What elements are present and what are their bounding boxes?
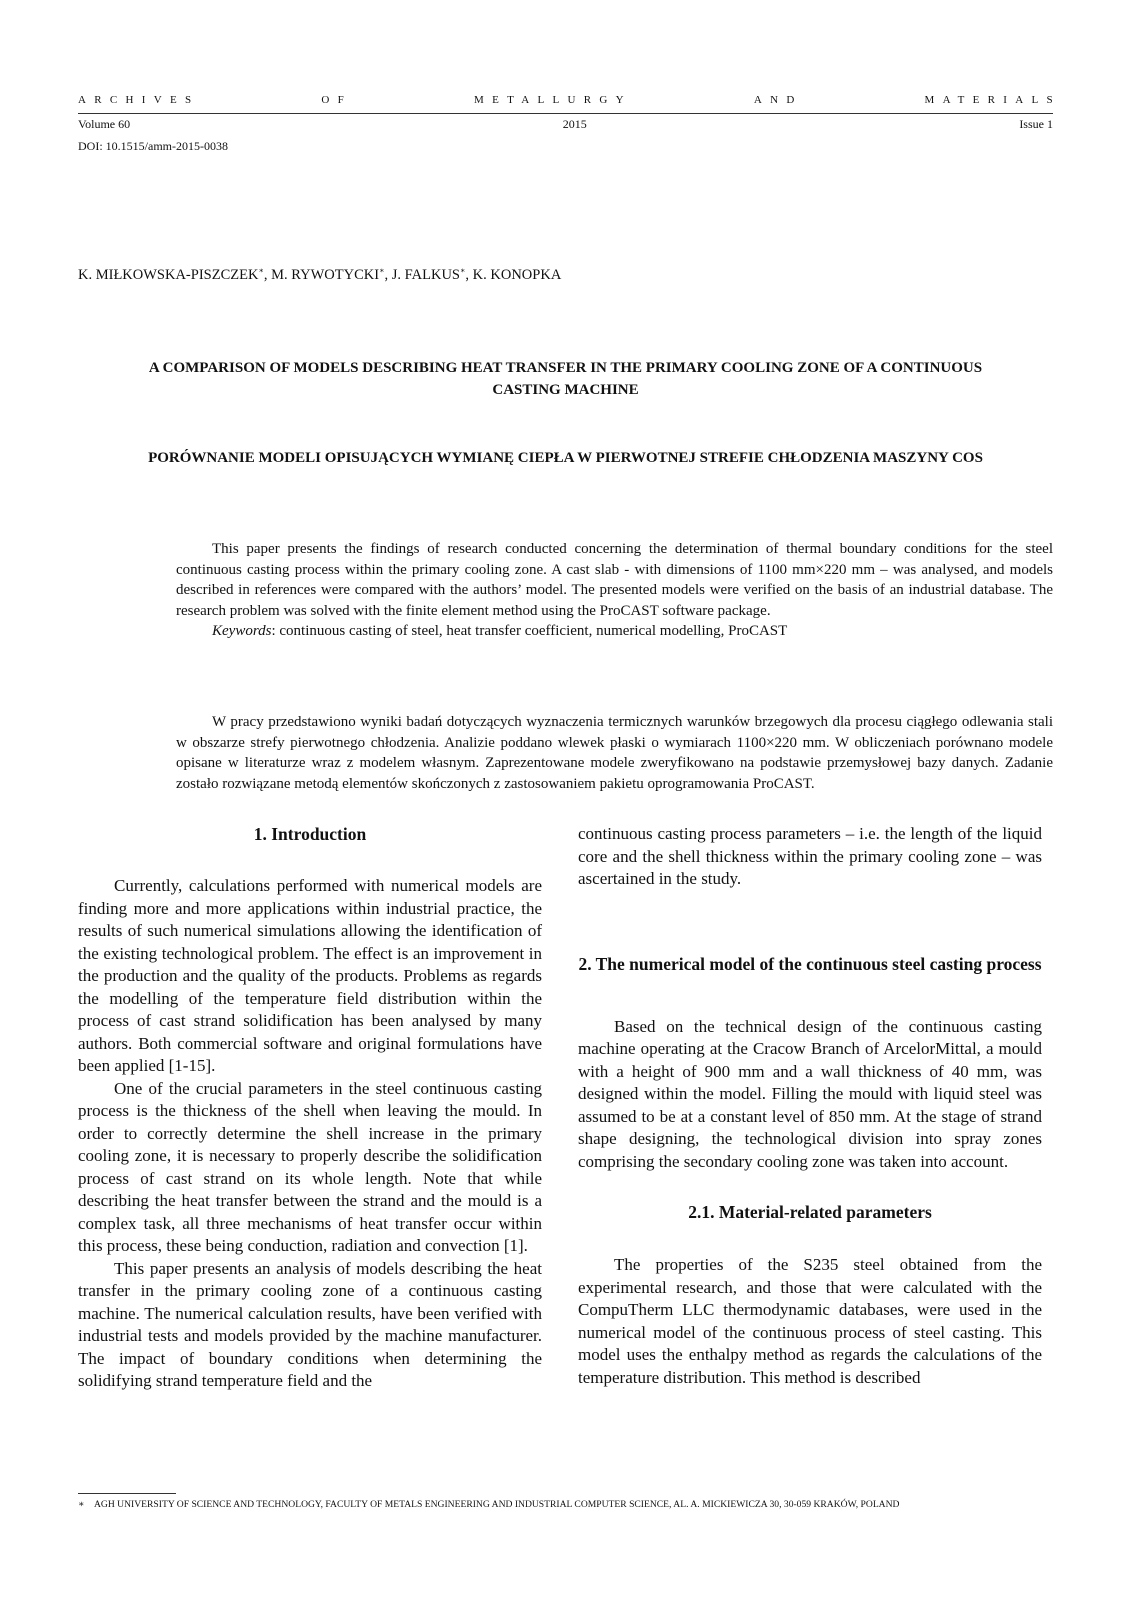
issue-meta — [78, 117, 1053, 132]
paper-title-polish: PORÓWNANIE MODELI OPISUJĄCYCH WYMIANĘ CIEPŁA W PIERWOTNEJ STREFIE CHŁODZENIA MASZYNY COS — [148, 450, 983, 466]
year-label: 2015 — [562, 117, 587, 131]
title-line: CASTING MACHINE — [492, 382, 639, 398]
author-name: M. RYWOTYCKI — [271, 266, 380, 283]
journal-word: MATERIALS — [924, 94, 1061, 106]
journal-word: OF — [321, 94, 353, 106]
section-heading: 2. The numerical model of the continuous steel casting process — [578, 953, 1042, 974]
footnote-divider — [78, 1493, 176, 1494]
doi: DOI: 10.1515/amm-2015-0038 — [78, 139, 228, 153]
author-name: J. FALKUS — [391, 266, 460, 283]
author-separator: , — [384, 266, 392, 283]
paragraph: Based on the technical design of the continuous casting machine operating at the Cracow Branch of ArcelorMittal, a mould with a height of 900 mm and a wall thickness of 40 mm, was designed within the model. Filling the mould with liquid steel was assumed to be at a constant level of 850 mm. At the stage of strand shape designing, the technological division into spray zones comprising the secondary cooling zone was taken into account. — [578, 1016, 1042, 1171]
affiliation-mark: ∗ — [379, 266, 385, 275]
abstract-english — [176, 539, 1053, 642]
paragraph: continuous casting process parameters – i.e. the length of the liquid core and the shell thickness within the primary cooling zone – was ascertained in the study. — [578, 824, 1042, 888]
volume-label: Volume 60 — [78, 117, 131, 131]
abstract-text: This paper presents the findings of research conducted concerning the determination of thermal boundary conditions for the steel continuous casting process within the primary cooling zone. A cast slab - with dimensions of 1100 mm×220 mm – was analysed, and models described in references were compared with the authors’ model. The presented models were verified on the basis of an industrial database. The research problem was solved with the finite element method using the ProCAST software package. — [176, 541, 1053, 619]
author-name: K. MIŁKOWSKA-PISZCZEK — [78, 266, 259, 283]
keywords-text: : continuous casting of steel, heat transfer coefficient, numerical modelling, ProCAST — [271, 623, 788, 639]
author-name: K. KONOPKA — [472, 266, 562, 283]
author-separator: , — [263, 266, 272, 283]
footnote-mark: ∗ — [78, 1499, 85, 1510]
journal-word: ARCHIVES — [78, 94, 200, 106]
footnote — [78, 1499, 1058, 1510]
journal-name — [78, 94, 1061, 106]
author-list — [78, 266, 561, 284]
title-line: A COMPARISON OF MODELS DESCRIBING HEAT TRANSFER IN THE PRIMARY COOLING ZONE OF A CONTINUOUS — [148, 360, 983, 376]
footnote-text: AGH UNIVERSITY OF SCIENCE AND TECHNOLOGY, FACULTY OF METALS ENGINEERING AND INDUSTRIAL COMPUTER SCIENCE, AL. A. MICKIEWICZA 30, 30-059 KRAKÓW, POLAND — [94, 1499, 900, 1510]
keywords — [176, 621, 1053, 642]
paragraph: One of the crucial parameters in the steel continuous casting process is the thickness of the shell when leaving the mould. In order to correctly determine the shell increase in the primary cooling zone, it is necessary to properly describe the solidification process of cast strand on its whole length. Note that while describing the heat transfer between the strand and the mould is a complex task, all three mechanisms of heat transfer occur within this process, these being conduction, radiation and convection [1]. — [78, 1078, 542, 1255]
paragraph: This paper presents an analysis of models describing the heat transfer in the primary cooling zone of a continuous casting machine. The numerical calculation results, have been verified with industrial tests and models provided by the machine manufacturer. The impact of boundary conditions when determining the solidifying strand temperature field and the — [78, 1258, 542, 1390]
journal-word: AND — [753, 94, 803, 106]
affiliation-mark: ∗ — [258, 266, 264, 275]
right-column — [578, 823, 1042, 1389]
journal-word: METALLURGY — [473, 94, 632, 106]
subsection-heading: 2.1. Material-related parameters — [688, 1202, 932, 1222]
paragraph: Currently, calculations performed with numerical models are finding more and more applications within industrial practice, the results of such numerical simulations allowing the identification of the existing technological problem. The effect is an improvement in the production and the quality of the products. Problems as regards the modelling of the temperature field distribution within the process of cast strand solidification has been analysed by many authors. Both commercial software and original formulations have been applied [1-15]. — [78, 876, 542, 1075]
paper-title — [78, 357, 1053, 401]
section-heading: 1. Introduction — [253, 824, 367, 844]
header-divider — [78, 113, 1053, 114]
issue-label: Issue 1 — [1019, 117, 1053, 131]
left-column — [78, 823, 542, 1393]
affiliation-mark: ∗ — [459, 266, 466, 275]
abstract-text: W pracy przedstawiono wyniki badań dotyczących wyznaczenia termicznych warunków brzegowych dla procesu ciągłego odlewania stali w obszarze strefy pierwotnego chłodzenia. Analizie poddano wlewek płaski o wymiarach 1100×220 mm. W obliczeniach porównano modele opisane w literaturze wraz z modelem własnym. Zaprezentowane modele zweryfikowano na podstawie przemysłowej bazy danych. Zadanie zostało rozwiązane metodą elementów skończonych z zastosowaniem pakietu oprogramowania ProCAST. — [176, 714, 1053, 792]
paragraph: The properties of the S235 steel obtained from the experimental research, and those that were calculated with the CompuTherm LLC thermodynamic databases, were used in the numerical model of the continuous process of steel casting. This model uses the enthalpy method as regards the calculations of the temperature distribution. This method is described — [578, 1255, 1042, 1387]
keywords-label: Keywords — [212, 623, 272, 639]
abstract-polish — [176, 712, 1053, 794]
author-separator: , — [465, 266, 473, 283]
